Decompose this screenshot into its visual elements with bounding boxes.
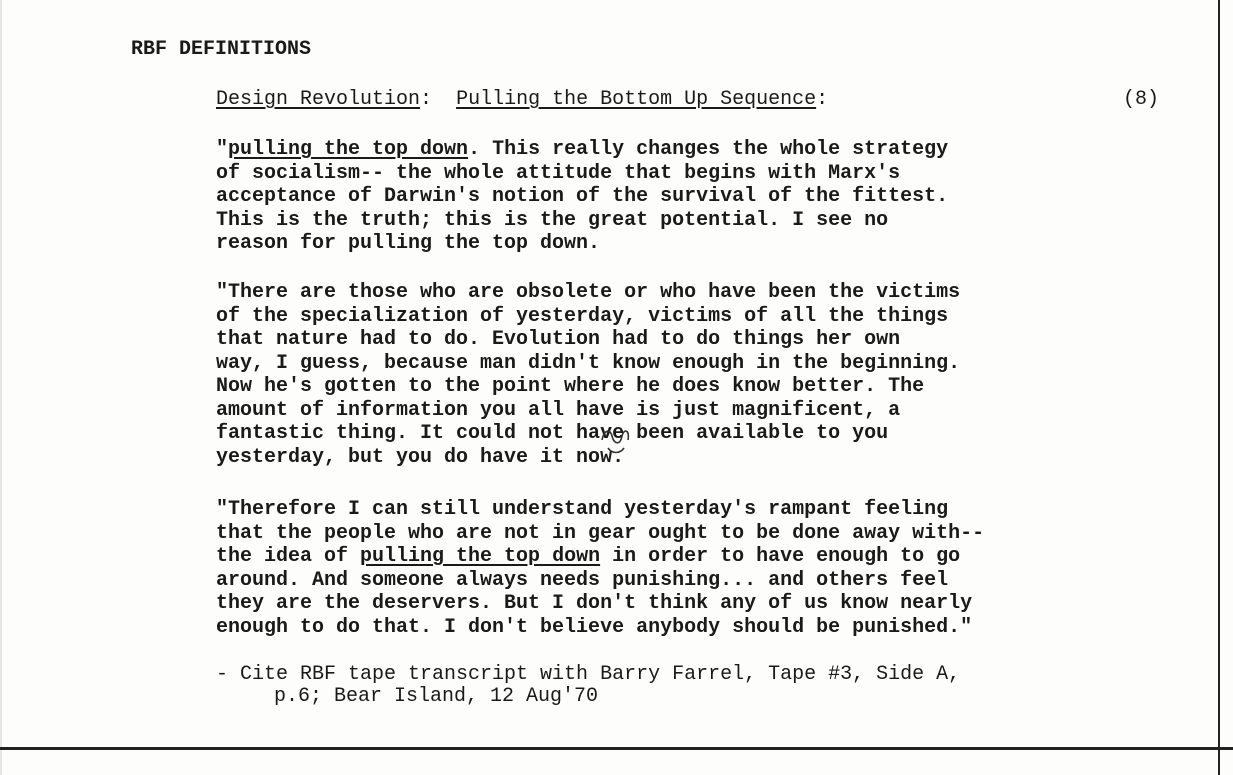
card-bottom-border (0, 747, 1233, 750)
citation-line-1: - Cite RBF tape transcript with Barry Farrel, Tape #3, Side A, (216, 663, 961, 686)
document-header: RBF DEFINITIONS (131, 38, 312, 61)
open-quote: " (216, 138, 229, 161)
quote-paragraph-3 (216, 498, 1146, 639)
citation-line-2: p.6; Bear Island, 12 Aug'70 (274, 685, 599, 708)
term-separator: : (420, 88, 457, 111)
quote-paragraph-2: "There are those who are obsolete or who have been the victims of the specialization of yesterday, victims of all the things that nature had to do. Evolution had to do things her own way, I guess, because man didn't know enough in the beginning. Now he's gotten to the point where he does know better. The amount of information you all have is just magnificent, a fantastic thing. It could not have been available to you yesterday, but you do have it now. (216, 281, 961, 469)
quote-text-before: "Therefore I can still understand yesterday's rampant feeling that the people who are not in gear ought to be done away with-- the idea of (216, 498, 985, 568)
handwritten-correction-mark (596, 418, 636, 458)
quote-text-after: in order to have enough to go around. And someone always needs punishing... and others feel they are the deservers. But I don't think any of us know nearly enough to do that. I don't believe anybody should be punished." (216, 545, 973, 639)
card-left-edge (0, 0, 2, 775)
quote-paragraph-1 (216, 138, 1146, 256)
term-label: Design Revolution (216, 88, 421, 111)
underlined-phrase: pulling the top down (228, 138, 469, 161)
quote-text: . This really changes the whole strategy of socialism-- the whole attitude that begins with Marx's acceptance of Darwin's notion of the survival of the fittest. This is the truth; this is the great potential. I see no reason for pulling the top down. (216, 138, 949, 255)
citation (216, 664, 1146, 708)
subterm-separator: : (816, 88, 829, 111)
card-right-border (1218, 0, 1220, 775)
page-marker: (8) (1123, 88, 1160, 111)
definition-title (216, 88, 1166, 111)
underlined-phrase: pulling the top down (360, 545, 601, 568)
subterm-label: Pulling the Bottom Up Sequence (456, 88, 817, 111)
